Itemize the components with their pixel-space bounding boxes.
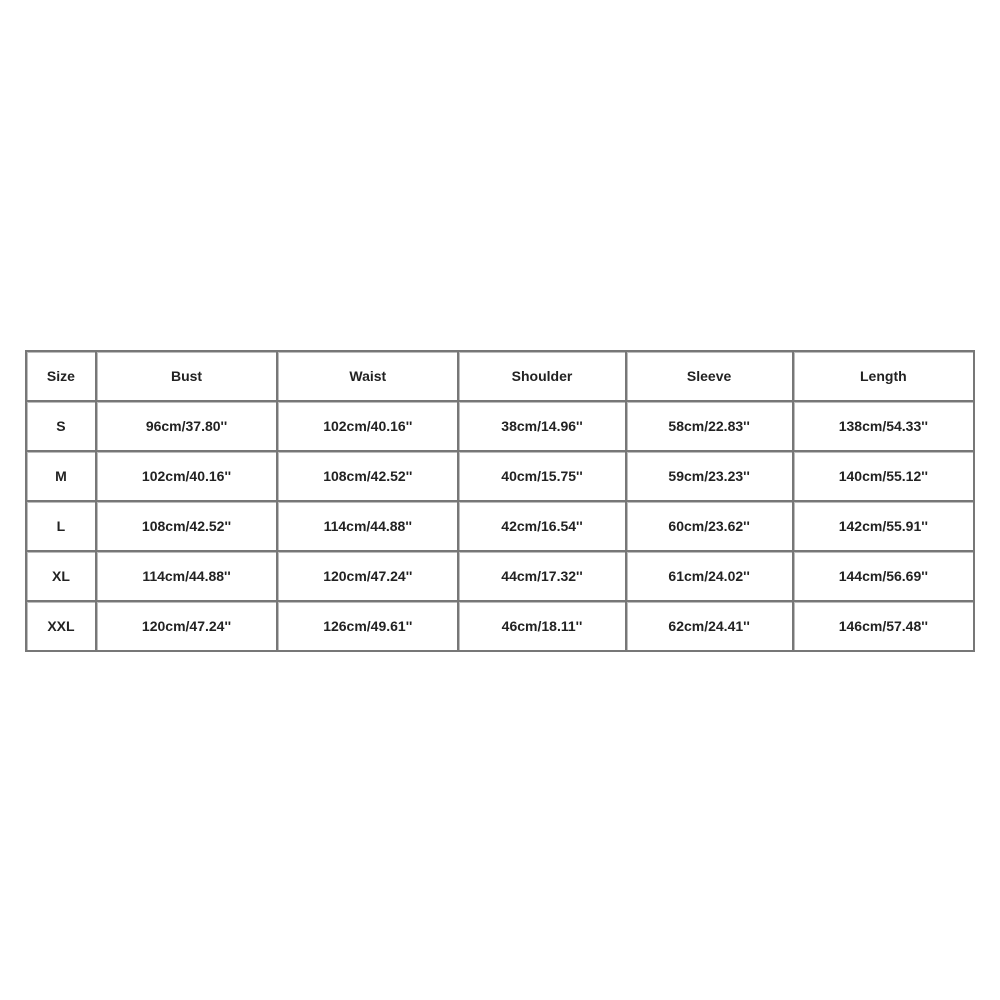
cell-shoulder: 46cm/18.11''	[459, 602, 626, 652]
cell-shoulder: 44cm/17.32''	[459, 552, 626, 602]
table-row	[27, 602, 975, 652]
table-row	[27, 402, 975, 452]
cell-waist: 120cm/47.24''	[278, 552, 459, 602]
table-row	[27, 502, 975, 552]
table-row	[27, 552, 975, 602]
header-size: Size	[27, 352, 97, 402]
cell-shoulder: 40cm/15.75''	[459, 452, 626, 502]
header-length: Length	[794, 352, 975, 402]
header-waist: Waist	[278, 352, 459, 402]
header-bust: Bust	[97, 352, 278, 402]
cell-sleeve: 61cm/24.02''	[627, 552, 794, 602]
table-row	[27, 452, 975, 502]
cell-size: XXL	[27, 602, 97, 652]
cell-shoulder: 38cm/14.96''	[459, 402, 626, 452]
cell-size: S	[27, 402, 97, 452]
cell-waist: 126cm/49.61''	[278, 602, 459, 652]
size-chart-table	[25, 350, 975, 652]
cell-waist: 102cm/40.16''	[278, 402, 459, 452]
cell-size: M	[27, 452, 97, 502]
cell-sleeve: 62cm/24.41''	[627, 602, 794, 652]
cell-bust: 108cm/42.52''	[97, 502, 278, 552]
cell-length: 144cm/56.69''	[794, 552, 975, 602]
cell-length: 140cm/55.12''	[794, 452, 975, 502]
cell-bust: 120cm/47.24''	[97, 602, 278, 652]
cell-sleeve: 60cm/23.62''	[627, 502, 794, 552]
cell-length: 142cm/55.91''	[794, 502, 975, 552]
cell-sleeve: 58cm/22.83''	[627, 402, 794, 452]
table-header-row	[27, 352, 975, 402]
cell-bust: 114cm/44.88''	[97, 552, 278, 602]
cell-waist: 114cm/44.88''	[278, 502, 459, 552]
cell-bust: 96cm/37.80''	[97, 402, 278, 452]
cell-waist: 108cm/42.52''	[278, 452, 459, 502]
cell-size: L	[27, 502, 97, 552]
header-sleeve: Sleeve	[627, 352, 794, 402]
cell-size: XL	[27, 552, 97, 602]
cell-length: 146cm/57.48''	[794, 602, 975, 652]
cell-sleeve: 59cm/23.23''	[627, 452, 794, 502]
header-shoulder: Shoulder	[459, 352, 626, 402]
cell-length: 138cm/54.33''	[794, 402, 975, 452]
cell-shoulder: 42cm/16.54''	[459, 502, 626, 552]
cell-bust: 102cm/40.16''	[97, 452, 278, 502]
